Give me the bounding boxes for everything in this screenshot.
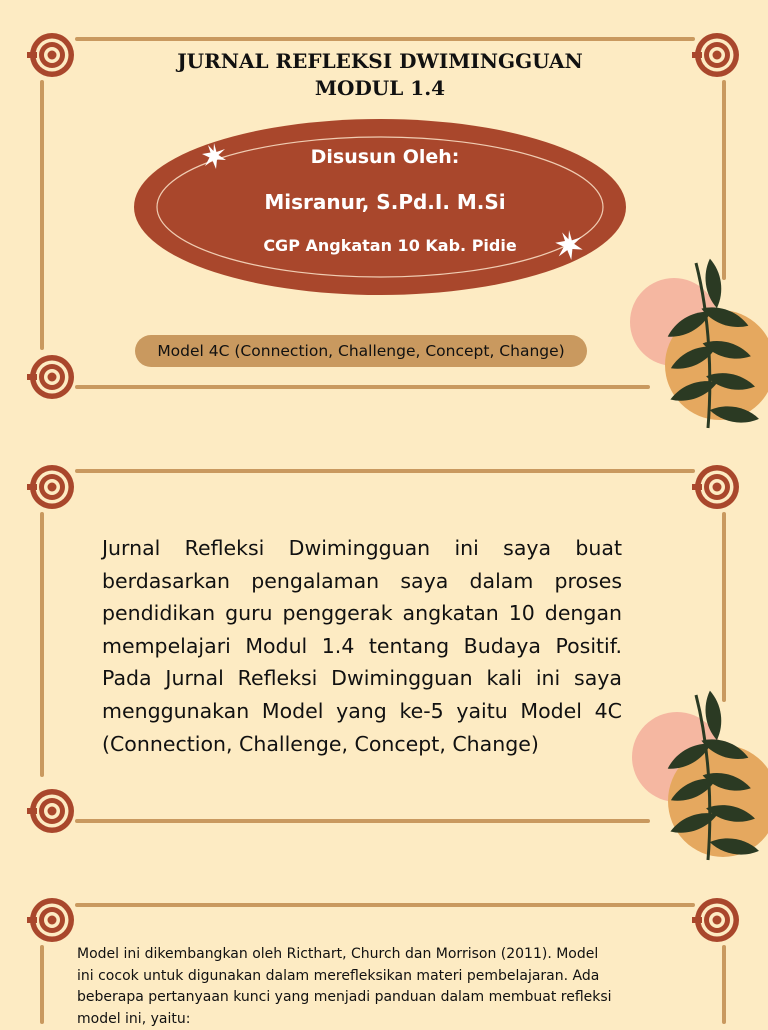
model-description: Model ini dikembangkan oleh Ricthart, Church dan Morrison (2011). Model ini cocok untuk digunakan dalam merefleksikan materi pembelajaran. Ada beberapa pertanyaan kunci yang menjadi panduan dalam membuat refleksi model ini, yaitu:	[77, 946, 612, 1027]
model-tag: Model 4C (Connection, Challenge, Concept, Change)	[135, 335, 587, 367]
spiral-ornament-icon	[692, 30, 742, 80]
page-title	[130, 48, 630, 102]
frame-1-top-rule	[75, 37, 695, 41]
author-affiliation: CGP Angkatan 10 Kab. Pidie	[263, 236, 517, 255]
spiral-ornament-icon	[692, 895, 742, 945]
frame-1-right-rule	[722, 80, 726, 280]
frame-3-right-rule	[722, 945, 726, 1024]
spiral-ornament-icon	[27, 30, 77, 80]
leaf-branch-icon	[638, 258, 768, 430]
frame-1-left-rule	[40, 80, 44, 350]
author-name: Misranur, S.Pd.I. M.Si	[264, 190, 506, 214]
frame-2-top-rule	[75, 469, 695, 473]
spiral-ornament-icon	[692, 462, 742, 512]
author-label: Disusun Oleh:	[310, 146, 460, 168]
frame-2-left-rule	[40, 512, 44, 777]
spiral-ornament-icon	[27, 352, 77, 402]
spiral-ornament-icon	[27, 895, 77, 945]
intro-paragraph: Jurnal Refleksi Dwimingguan ini saya buat berdasarkan pengalaman saya dalam proses pendidikan guru penggerak angkatan 10 dengan mempelajari Modul 1.4 tentang Budaya Positif. Pada Jurnal Refleksi Dwimingguan kali ini saya menggunakan Model yang ke-5 yaitu Model 4C (Connection, Challenge, Concept, Change)	[102, 536, 622, 756]
spiral-ornament-icon	[27, 462, 77, 512]
frame-3-left-rule	[40, 945, 44, 1024]
frame-1-bottom-rule	[75, 385, 650, 389]
frame-2-bottom-rule	[75, 819, 650, 823]
frame-2-right-rule	[722, 512, 726, 702]
leaf-branch-icon	[638, 690, 768, 862]
title-line-2: MODUL 1.4	[314, 76, 446, 100]
frame-3-top-rule	[75, 903, 695, 907]
title-line-1: JURNAL REFLEKSI DWIMINGGUAN	[177, 49, 583, 73]
spiral-ornament-icon	[27, 786, 77, 836]
